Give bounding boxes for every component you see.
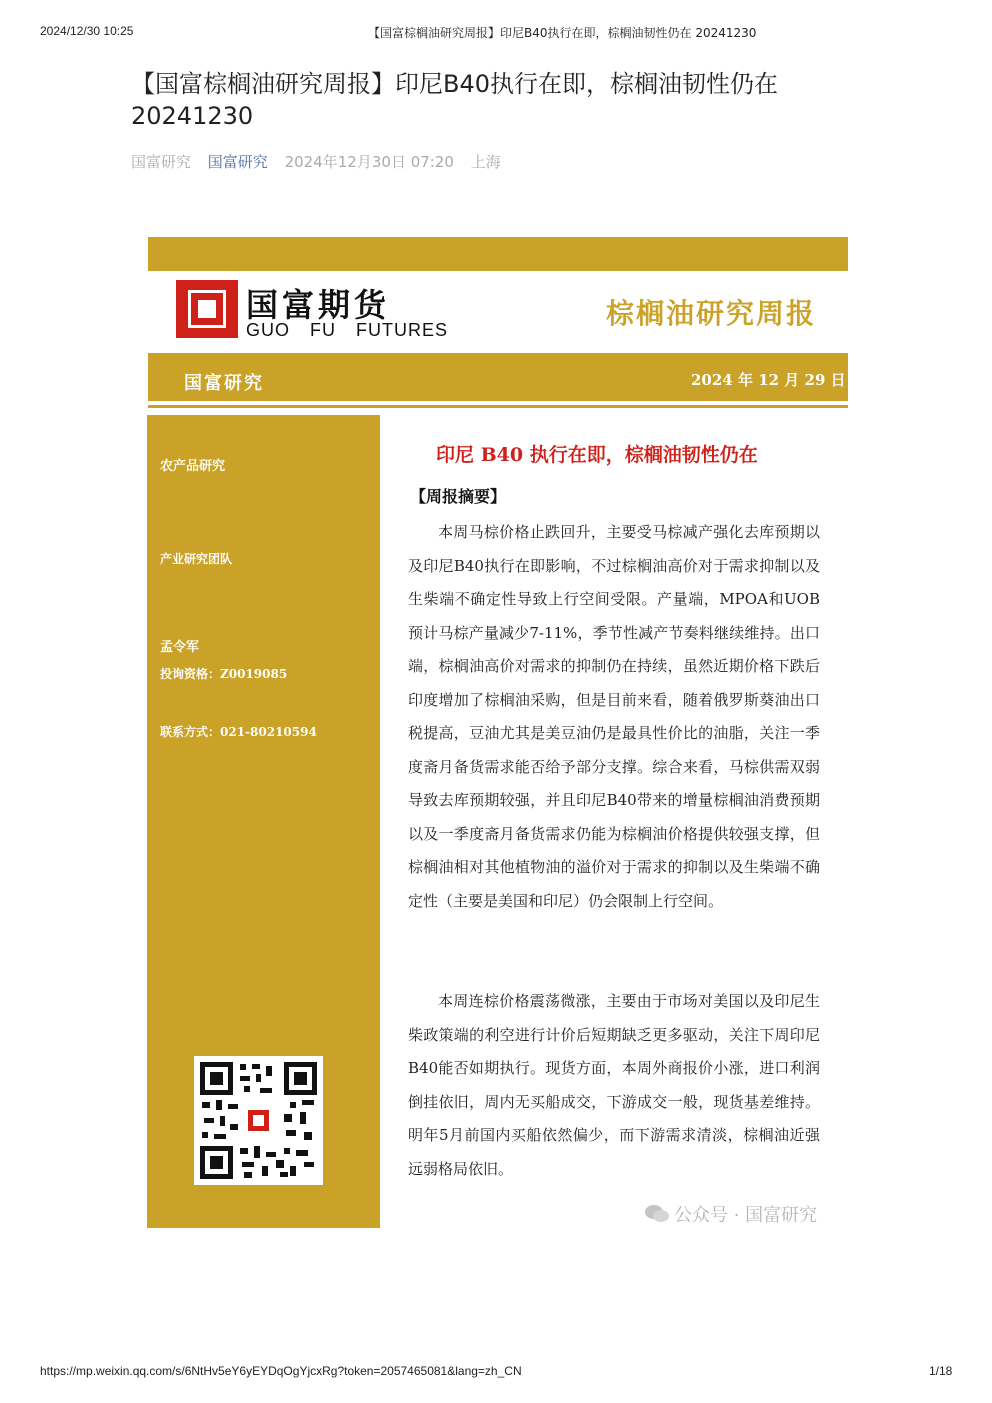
sidebar-team: 产业研究团队: [160, 552, 233, 566]
publish-datetime: 2024年12月30日 07:20: [284, 153, 454, 171]
report-headline: 印尼 B40 执行在即，棕榈油韧性仍在: [436, 444, 758, 466]
publish-location: 上海: [470, 153, 501, 171]
watermark-text: 公众号 · 国富研究: [674, 1205, 818, 1226]
band-date: 2024 年 12 月 29 日: [691, 371, 846, 389]
summary-heading: 【周报摘要】: [410, 487, 507, 506]
band-underline: [148, 405, 848, 408]
print-doc-title: 【国富棕榈油研究周报】印尼B40执行在即，棕榈油韧性仍在 20241230: [368, 26, 757, 40]
logo-english-name: GUO FU FUTURES: [246, 320, 448, 340]
report-top-bar: [148, 237, 848, 271]
summary-paragraph-1: 本周马棕价格止跌回升，主要受马棕减产强化去库预期以及印尼B40执行在即影响，不过棕榈油高价对于需求抑制以及生柴端不确定性导致上行空间受限。产量端，MPOA和UOB预计马棕产量减少7-11%，季节性减产节奏料继续维持。出口端，棕榈油高价对需求的抑制仍在持续，虽然近期价格下跌后印度增加了棕榈油采购，但是目前来看，随着俄罗斯葵油出口税提高，豆油尤其是美豆油仍是最具性价比的油脂，关注一季度斋月备货需求能否给予部分支撑。综合来看，马棕供需双弱导致去库预期较强，并且印尼B40带来的增量棕榈油消费预期以及一季度斋月备货需求仍能为棕榈油价格提供较强支撑，但棕榈油相对其他植物油的溢价对于需求的抑制以及生柴端不确定性（主要是美国和印尼）仍会限制上行空间。: [408, 523, 820, 910]
account-link[interactable]: 国富研究: [207, 153, 268, 171]
wechat-icon: [644, 1204, 670, 1224]
band-org: 国富研究: [184, 373, 264, 394]
report-type-title: 棕榈油研究周报: [606, 297, 817, 330]
article-title: 【国富棕榈油研究周报】印尼B40执行在即，棕榈油韧性仍在20241230: [131, 70, 779, 130]
sidebar-contact: 联系方式：021-80210594: [160, 725, 317, 739]
logo-center: [198, 300, 216, 318]
sidebar-analyst: 孟令军: [160, 640, 200, 655]
sidebar-category: 农产品研究: [160, 459, 226, 474]
qr-code-icon: [200, 1062, 317, 1179]
print-datetime: 2024/12/30 10:25: [40, 24, 134, 38]
author-name: 国富研究: [131, 153, 192, 171]
print-url: https://mp.weixin.qq.com/s/6NtHv5eY6yEYDqOgYjcxRg?token=2057465081&lang=zh_CN: [40, 1364, 522, 1378]
print-page-number: 1/18: [929, 1364, 953, 1378]
sidebar-license: 投询资格：Z0019085: [160, 667, 288, 681]
wechat-watermark: [644, 1201, 817, 1227]
article-meta: [131, 151, 513, 172]
summary-paragraph-2: 本周连棕价格震荡微涨，主要由于市场对美国以及印尼生柴政策端的利空进行计价后短期缺乏更多驱动，关注下周印尼B40能否如期执行。现货方面，本周外商报价小涨，进口利润倒挂依旧，周内无买船成交，下游成交一般，现货基差维持。明年5月前国内买船依然偏少，而下游需求清淡，棕榈油近强远弱格局依旧。: [408, 992, 820, 1178]
logo-chinese-name: 国富期货: [246, 286, 391, 324]
